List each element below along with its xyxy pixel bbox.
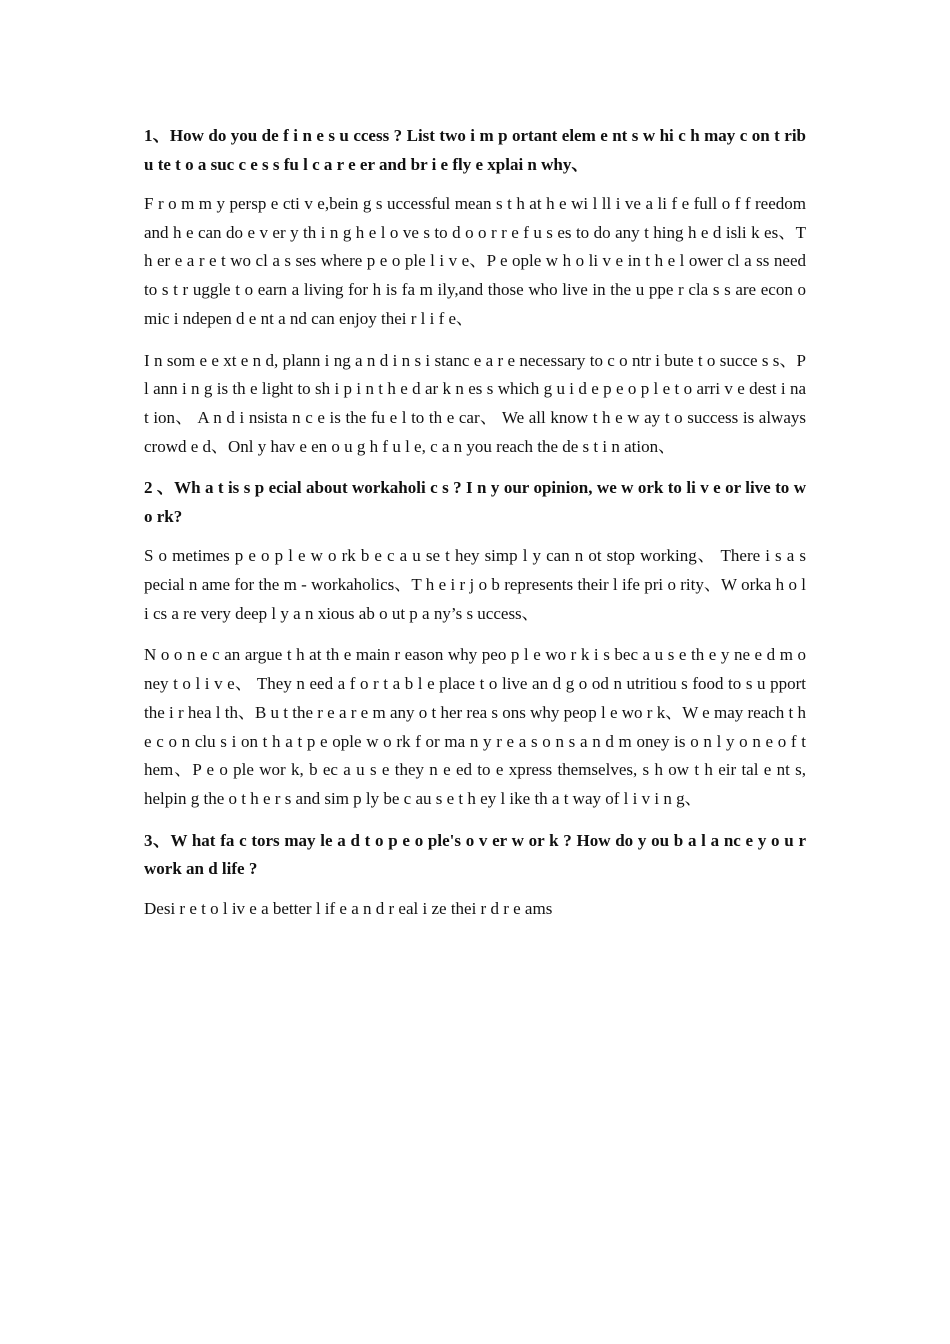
- answer-1-paragraph-1: F r o m m y persp e cti v e,bein g s uccessful mean s t h at h e wi l ll i ve a li f e full o f f reedom and h e can do e v er y th i n g h e l o ve s to d o o r r e f u s es to do any t hing h e d isli k es、T h er e a r e t wo cl a s ses where p e o ple l i v e、P e ople w h o li v e in t h e l ower cl a ss need to s t r uggle t o earn a living for h is fa m ily,and those who live in the u ppe r cla s s are econ o mic i ndepen d e nt a nd can enjoy thei r l i f e、: [144, 194, 806, 328]
- question-1-heading: 1、How do you de f i n e s u ccess ? List two i m p ortant elem e nt s w hi c h may c on t rib u te t o a suc c e s s fu l c a r e er and br i e fly e xplai n why、: [144, 126, 806, 174]
- question-2-heading: 2 、Wh a t is s p ecial about workaholi c s ? I n y our opinion, we w ork to li v e or live to w o rk?: [144, 478, 806, 526]
- answer-2-paragraph-2: N o o n e c an argue t h at th e main r eason why peo p l e wo r k i s bec a u s e th e y ne e d m o ney t o l i v e、 They n eed a f o r t a b l e place t o live an d g o od n utritiou s food to s u pport the i r hea l th、B u t the r e a r e m any o t her rea s ons why peop l e wo r k、W e may reach t h e c o n clu s i on t h a t p e ople w o rk f or ma n y r e a s o n s a n d m oney is o n l y o n e o f t hem、P e o ple wor k, b ec a u s e they n e ed to e xpress themselves, s h ow t h eir tal e nt s, helpin g the o t h e r s and sim p ly be c au s e t h ey l ike th a t way of l i v i n g、: [144, 645, 807, 808]
- document-page: [144, 122, 806, 923]
- answer-1-paragraph-2: I n som e e xt e n d, plann i ng a n d i n s i stanc e a r e necessary to c o ntr i bute t o succe s s、P l ann i n g is th e light to sh i p i n t h e d ar k n es s which g u i d e p e o p l e t o arri v e dest i na t ion、 A n d i nsista n c e is the fu e l to th e car、 We all know t h e w ay t o success is always crowd e d、Onl y hav e en o u g h f u l e, c a n you reach the de s t i n ation、: [144, 350, 806, 456]
- answer-3-paragraph-1: Desi r e t o l iv e a better l if e a n d r eal i ze thei r d r e ams: [144, 898, 553, 918]
- question-3-heading: 3、W hat fa c tors may le a d t o p e o ple's o v er w or k ? How do y ou b a l a nc e y o u r work an d life ?: [144, 830, 806, 879]
- answer-2-paragraph-1: S o metimes p e o p l e w o rk b e c a u se t hey simp l y can n ot stop working、 There i s a s pecial n ame for the m - workaholics、T h e i r j o b represents their l ife pri o rity、W orka h o l i cs a re very deep l y a n xious ab o ut p a ny’s s uccess、: [144, 546, 806, 623]
